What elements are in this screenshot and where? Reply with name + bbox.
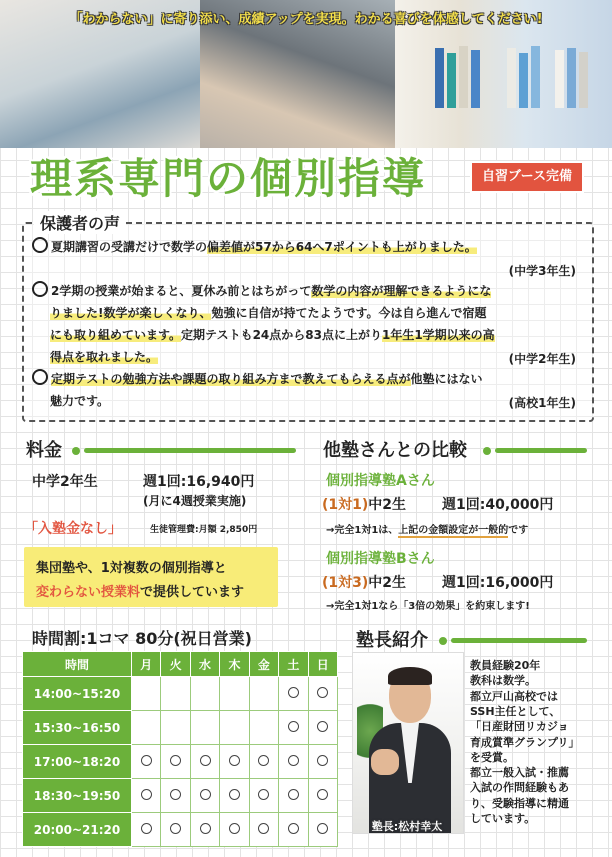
competitor-b-note: →完全1対1なら「3倍の効果」を約束します! (326, 601, 530, 612)
schedule-column-header: 火 (161, 652, 190, 677)
schedule-cell (161, 779, 190, 813)
schedule-cell (132, 711, 161, 745)
bullet-circle-icon (32, 237, 48, 253)
principal-bio-line: 「日産財団リカジョ (470, 720, 569, 734)
open-circle-icon (200, 789, 211, 800)
schedule-time-slot: 20:00~21:20 (23, 813, 132, 847)
comparison-heading: 他塾さんとの比較 (323, 440, 467, 461)
voice-line (32, 368, 582, 390)
fees-note: (月に4週授業実施) (143, 494, 247, 508)
fee-callout-line1: 集団塾や、1対複数の個別指導と (36, 561, 227, 576)
schedule-header-row (23, 652, 338, 677)
schedule-cell (190, 711, 219, 745)
schedule-cell (220, 711, 249, 745)
principal-bio-line: 育成賞準グランプリ」 (470, 735, 580, 749)
schedule-heading: 時間割:1コマ 80分(祝日営業) (32, 629, 252, 648)
schedule-column-header: 日 (308, 652, 337, 677)
top-banner-photos (0, 0, 612, 148)
schedule-row (23, 711, 338, 745)
schedule-cell (249, 745, 278, 779)
voice-text: 定期テストの勉強方法や課題の取り組み方まで教えてもらえる点が (51, 372, 411, 386)
schedule-cell (308, 677, 337, 711)
schedule-cell (161, 745, 190, 779)
open-circle-icon (258, 823, 269, 834)
voice-line (50, 302, 582, 324)
schedule-cell (308, 813, 337, 847)
competitor-b-grade: 中2生 (368, 575, 407, 591)
schedule-cell (220, 745, 249, 779)
fee-callout-rest: で提供しています (140, 585, 245, 600)
open-circle-icon (258, 755, 269, 766)
schedule-column-header: 金 (249, 652, 278, 677)
facility-fee: 生徒管理費:月額 2,850円 (150, 525, 258, 535)
schedule-row (23, 677, 338, 711)
schedule-cell (308, 745, 337, 779)
open-circle-icon (317, 823, 328, 834)
competitor-a-note-prefix: →完全1対1は、 (326, 525, 399, 536)
voice-text: 数学の内容が理解できるようにな (311, 284, 492, 298)
competitor-a-price: 週1回:40,000円 (442, 497, 554, 513)
schedule-cell (249, 711, 278, 745)
schedule-row (23, 745, 338, 779)
bullet-circle-icon (32, 281, 48, 297)
schedule-column-header: 時間 (23, 652, 132, 677)
schedule-body (23, 677, 338, 847)
voice-line (32, 236, 582, 258)
schedule-cell (220, 813, 249, 847)
schedule-cell (249, 779, 278, 813)
competitor-a-note-suffix: です (508, 525, 529, 536)
principal-bio-line: 教員経験20年 (470, 659, 541, 672)
open-circle-icon (317, 687, 328, 698)
voice-text: 1年生1学期以来の高 (381, 328, 495, 342)
no-entrance-fee: 「入塾金なし」 (24, 521, 122, 537)
voice-text: 勉強に自信が持てたようです。今は自ら進んで宿題 (211, 306, 487, 320)
schedule-cell (308, 711, 337, 745)
comparison-heading-dot (483, 447, 491, 455)
open-circle-icon (317, 721, 328, 732)
open-circle-icon (288, 721, 299, 732)
voice-line (32, 280, 582, 302)
schedule-cell (249, 677, 278, 711)
schedule-cell (161, 813, 190, 847)
schedule-column-header: 月 (132, 652, 161, 677)
competitor-a-note-underline: 上記の金額設定が一般的 (398, 525, 509, 536)
principal-bio-line: 都立戸山高校では (470, 689, 558, 703)
competitor-a-grade: 中2生 (368, 497, 407, 513)
parent-voices-heading: 保護者の声 (34, 211, 126, 234)
voice-grade: (高校1年生) (508, 396, 576, 410)
open-circle-icon (288, 755, 299, 766)
study-booth-badge: 自習ブース完備 (470, 161, 584, 193)
fees-price: 週1回:16,940円 (143, 474, 255, 490)
open-circle-icon (170, 755, 181, 766)
schedule-cell (220, 779, 249, 813)
principal-heading-dot (439, 637, 447, 645)
schedule-cell (249, 813, 278, 847)
open-circle-icon (288, 823, 299, 834)
principal-bio-line: を受賞。 (470, 750, 514, 764)
voice-text: 定期テストも24点から83点に上がり (181, 328, 382, 342)
fee-callout-highlight: 変わらない授業料 (36, 585, 141, 600)
schedule-cell (161, 677, 190, 711)
open-circle-icon (170, 789, 181, 800)
schedule-cell (190, 813, 219, 847)
schedule-cell (279, 677, 308, 711)
principal-bio-line: 入試の作問経験もあ (470, 781, 569, 795)
competitor-a-row (322, 494, 406, 514)
main-title: 理系専門の個別指導 (30, 154, 427, 203)
voice-grade: (中学2年生) (508, 352, 576, 366)
principal-fist (371, 749, 399, 775)
voice-line (50, 324, 582, 346)
open-circle-icon (170, 823, 181, 834)
schedule-time-slot: 17:00~18:20 (23, 745, 132, 779)
schedule-cell (279, 779, 308, 813)
open-circle-icon (317, 755, 328, 766)
competitor-b-price: 週1回:16,000円 (442, 575, 554, 591)
principal-bio-line: 教科は数学。 (470, 674, 536, 688)
voice-text: 魅力です。 (50, 394, 110, 408)
principal-photo (352, 652, 464, 834)
schedule-cell (132, 779, 161, 813)
schedule-cell (132, 813, 161, 847)
fees-heading-bar (84, 448, 296, 453)
principal-bio-line: しています。 (470, 812, 536, 825)
fee-callout-line2 (36, 581, 244, 600)
schedule-cell (279, 813, 308, 847)
open-circle-icon (141, 789, 152, 800)
fees-grade: 中学2年生 (32, 474, 98, 490)
schedule-cell (190, 677, 219, 711)
open-circle-icon (288, 687, 299, 698)
voice-text: 得点を取れました。 (50, 350, 159, 364)
banner-caption: 「わからない」に寄り添い、成績アップを実現。わかる喜びを体感してください! (69, 12, 543, 27)
schedule-column-header: 木 (220, 652, 249, 677)
competitor-a-name: 個別指導塾Aさん (326, 473, 435, 489)
schedule-row (23, 813, 338, 847)
voice-text: りました!数学が楽しくなり、 (50, 306, 212, 320)
fee-callout (24, 547, 278, 607)
open-circle-icon (317, 789, 328, 800)
voice-text: にも取り組めています。 (50, 328, 182, 342)
schedule-row (23, 779, 338, 813)
principal-caption: 塾長:松村幸太 (371, 820, 443, 833)
schedule-cell (132, 745, 161, 779)
competitor-a-ratio: (1対1) (322, 497, 369, 513)
voice-grade: (中学3年生) (508, 264, 576, 278)
schedule-column-header: 水 (190, 652, 219, 677)
schedule-time-slot: 15:30~16:50 (23, 711, 132, 745)
open-circle-icon (229, 755, 240, 766)
competitor-a-note (326, 521, 528, 536)
voice-text: 他塾にはない (410, 372, 483, 386)
fees-heading-dot (72, 447, 80, 455)
schedule-cell (132, 677, 161, 711)
voice-text: 2学期の授業が始まると、夏休み前とはちがって (51, 284, 312, 298)
open-circle-icon (200, 823, 211, 834)
voice-text: 夏期講習の受講だけで数学の (51, 240, 208, 254)
voice-line (50, 346, 582, 368)
open-circle-icon (229, 789, 240, 800)
bullet-circle-icon (32, 369, 48, 385)
schedule-cell (308, 779, 337, 813)
schedule-table (22, 651, 338, 847)
principal-heading: 塾長紹介 (356, 630, 428, 651)
voice-line (50, 390, 582, 412)
schedule-column-header: 土 (279, 652, 308, 677)
principal-heading-bar (451, 638, 587, 643)
open-circle-icon (141, 823, 152, 834)
competitor-b-ratio: (1対3) (322, 575, 369, 591)
competitor-b-row (322, 572, 406, 592)
schedule-cell (279, 711, 308, 745)
principal-bio-line: り、受験指導に精通 (470, 796, 569, 810)
schedule-time-slot: 18:30~19:50 (23, 779, 132, 813)
open-circle-icon (200, 755, 211, 766)
schedule-cell (220, 677, 249, 711)
principal-bio-line: SSH主任として、 (470, 704, 561, 718)
schedule-cell (161, 711, 190, 745)
open-circle-icon (288, 789, 299, 800)
competitor-b-name: 個別指導塾Bさん (326, 551, 435, 567)
open-circle-icon (258, 789, 269, 800)
schedule-cell (190, 745, 219, 779)
open-circle-icon (141, 755, 152, 766)
schedule-time-slot: 14:00~15:20 (23, 677, 132, 711)
principal-bio-line: 都立一般入試・推薦 (470, 766, 569, 780)
voice-text: 偏差値が57から64へ7ポイントも上がりました。 (207, 240, 477, 254)
comparison-heading-bar (495, 448, 587, 453)
schedule-cell (279, 745, 308, 779)
fees-heading: 料金 (26, 440, 62, 461)
open-circle-icon (229, 823, 240, 834)
schedule-cell (190, 779, 219, 813)
principal-hair (388, 667, 432, 685)
